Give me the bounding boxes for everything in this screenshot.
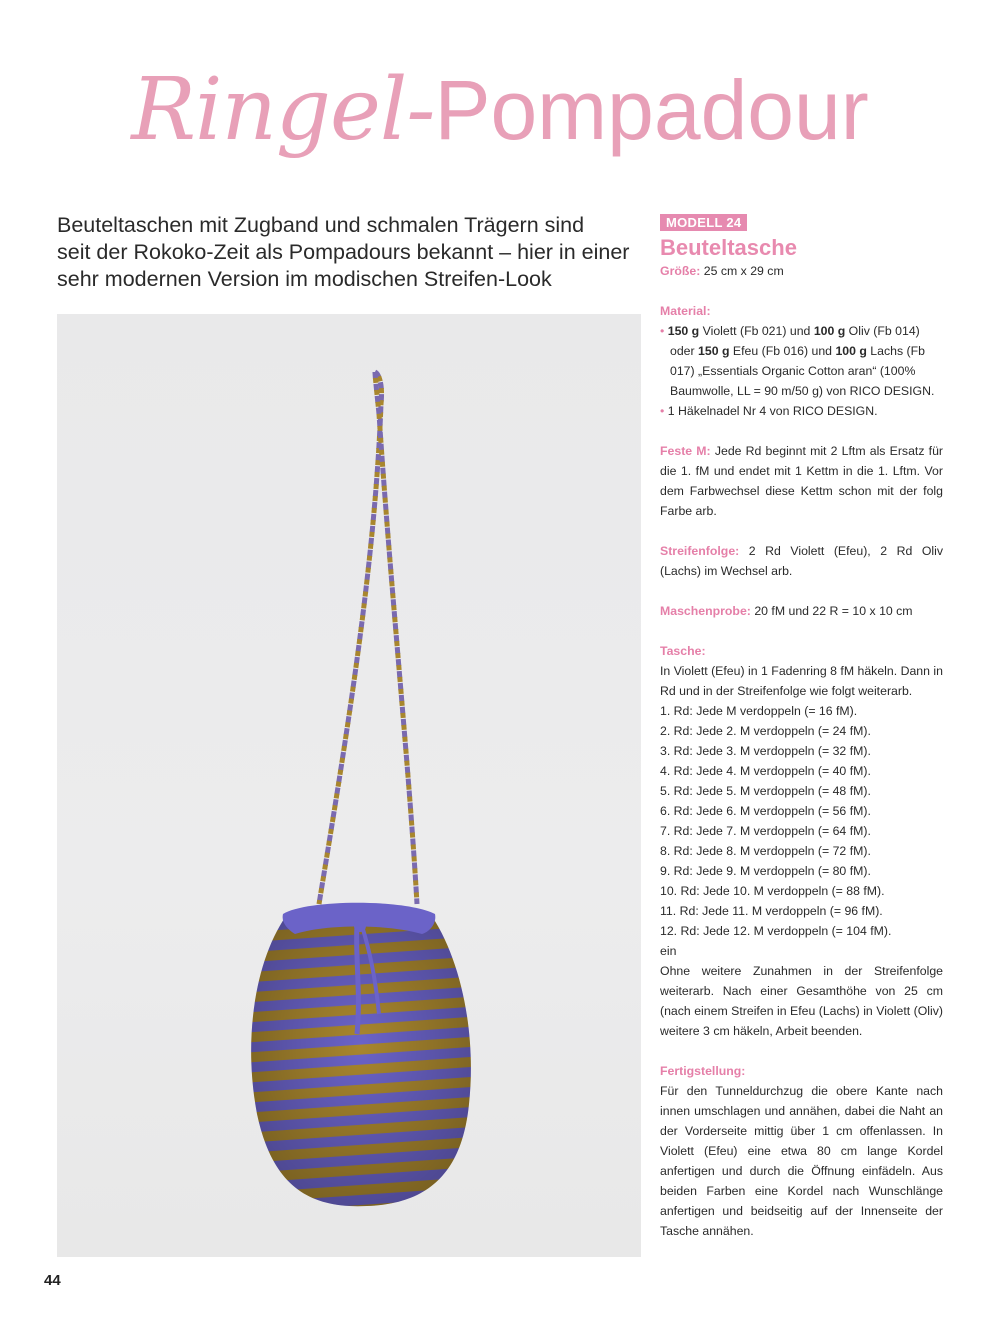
round-item: 8. Rd: Jede 8. M verdoppeln (= 72 fM). [660,844,871,858]
title-script-part: Ringel- [131,60,435,160]
bag-photo [57,314,641,1257]
title-plain-part: Pompadour [434,63,869,157]
round-item: 2. Rd: Jede 2. M verdoppeln (= 24 fM). [660,724,871,738]
model-badge: MODELL 24 [660,214,747,231]
material-weight: 100 g [813,324,846,338]
material-text: Lachs (Fb [866,344,925,358]
round-item: 12. Rd: Jede 12. M verdoppeln (= 104 fM). [660,924,892,938]
round-item: 1. Rd: Jede M verdoppeln (= 16 fM). [660,704,858,718]
streifenfolge-paragraph [660,541,943,581]
feste-maschen-paragraph [660,441,943,521]
round-item: 7. Rd: Jede 7. M verdoppeln (= 64 fM). [660,824,871,838]
tasche-label: Tasche: [660,644,706,658]
streifenfolge-label: Streifenfolge: [660,544,740,558]
instructions-column [660,214,943,1241]
feste-maschen-label: Feste M: [660,444,711,458]
tasche-intro: In Violett (Efeu) in 1 Fadenring 8 fM häkeln. Dann in Rd und in der Streifenfolge wie folgt weiterarb. [660,664,943,698]
intro-line: seit der Rokoko-Zeit als Pompadours bekannt – hier in einer [57,240,630,264]
maschenprobe-text: 20 fM und 22 R = 10 x 10 cm [754,604,913,618]
intro-text [57,212,647,293]
round-item: 5. Rd: Jede 5. M verdoppeln (= 48 fM). [660,784,871,798]
intro-line: sehr modernen Version im modischen Streifen-Look [57,267,552,291]
material-item [660,401,943,421]
material-label: Material: [660,304,711,318]
round-item: 9. Rd: Jede 9. M verdoppeln (= 80 fM). [660,864,871,878]
material-item [660,321,943,401]
size-label: Größe: [660,264,701,278]
material-text: Oliv (Fb 014) [845,324,920,338]
size-value: 25 cm x 29 cm [703,264,784,278]
material-text: 017) „Essentials Organic Cotton aran“ (100% [670,364,916,378]
material-text: Baumwolle, LL = 90 m/50 g) von RICO DESIGN. [670,384,935,398]
bullet-icon: • [660,404,665,418]
round-item: 11. Rd: Jede 11. M verdoppeln (= 96 fM). [660,904,883,918]
material-weight: 150 g [667,324,700,338]
maschenprobe-label: Maschenprobe: [660,604,751,618]
tasche-outro: Ohne weitere Zunahmen in der Streifenfolge weiterarb. Nach einer Gesamthöhe von 25 cm (nach einem Streifen in Efeu (Lachs) in Violett (Oliv) weitere 3 cm häkeln, Arbeit beenden. [660,964,943,1038]
material-text: 1 Häkelnadel Nr 4 von RICO DESIGN. [667,404,878,418]
material-weight: 100 g [835,344,867,358]
feste-maschen-text: Jede Rd beginnt mit 2 Lftm als Ersatz für die 1. fM und endet mit 1 Kettm in die 1. Lftm. Vor dem Farbwechsel diese Kettm schon mit der folg Farbe arb. [660,444,944,518]
size-line [660,261,943,281]
round-item: 4. Rd: Jede 4. M verdoppeln (= 40 fM). [660,764,871,778]
page-number: 44 [44,1272,61,1289]
bag-illustration [57,314,641,1257]
round-list [660,701,943,941]
streifenfolge-text: 2 Rd Violett (Efeu), 2 Rd Oliv (Lachs) im Wechsel arb. [660,544,943,578]
material-weight: 150 g [698,344,730,358]
fertigstellung-text: Für den Tunneldurchzug die obere Kante nach innen umschlagen und annähen, dabei die Naht an der Vorderseite mittig über 1 cm offenlassen. In Violett (Efeu) eine etwa 80 cm lange Kordel anfertigen und durch die Öffnung einfädeln. Aus beiden Farben eine Kordel nach Wunschlänge anfertigen und beidseitig auf der Innenseite der Tasche annähen. [660,1084,943,1238]
intro-line: Beuteltaschen mit Zugband und schmalen Trägern sind [57,213,585,237]
tasche-ein: ein [660,944,677,958]
round-item: 6. Rd: Jede 6. M verdoppeln (= 56 fM). [660,804,871,818]
material-text: Violett (Fb 021) und [699,324,814,338]
round-item: 10. Rd: Jede 10. M verdoppeln (= 88 fM). [660,884,885,898]
bullet-icon: • [660,324,665,338]
page-title [0,60,1000,160]
material-text: oder [670,344,699,358]
model-heading: Beuteltasche [660,235,797,260]
round-item: 3. Rd: Jede 3. M verdoppeln (= 32 fM). [660,744,871,758]
fertigstellung-label: Fertigstellung: [660,1064,746,1078]
material-text: Efeu (Fb 016) und [729,344,836,358]
maschenprobe-paragraph [660,601,943,621]
